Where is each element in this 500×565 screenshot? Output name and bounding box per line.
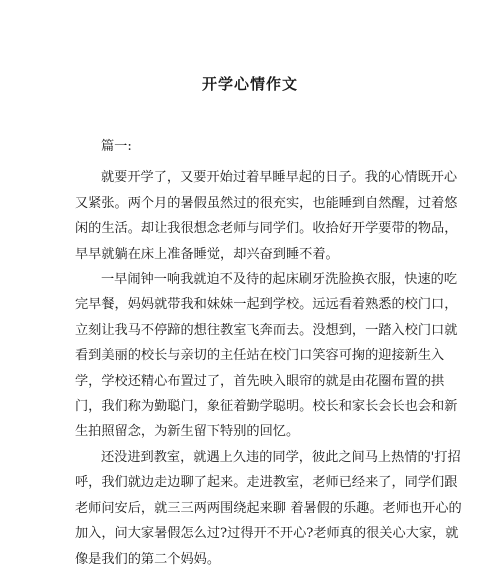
text-line: 完早餐，妈妈就带我和妹妹一起到学校。远远看着熟悉的校门口，: [75, 297, 458, 313]
text-line: 呼，我们就边走边聊了起来。走进教室，老师已经来了，同学们跟: [75, 475, 458, 491]
text-line: 加入，问大家暑假怎么过?过得开不开心?老师真的很关心大家，就: [75, 526, 459, 542]
text-line: 老师问安后，就三三两两围绕起来聊 着暑假的乐趣。老师也开心的: [75, 500, 462, 516]
paragraph-2: [75, 267, 458, 445]
document-title: 开学心情作文: [201, 75, 298, 93]
document-body: [75, 134, 462, 565]
text-line: 还没进到教室，就遇上久违的同学，彼此之间马上热情的'打招: [101, 449, 461, 465]
text-line: 学，学校还精心布置过了，首先映入眼帘的就是由花圈布置的拱: [75, 373, 445, 389]
text-line: 看到美丽的校长与亲切的主任站在校门口笑容可掬的迎接新生入: [75, 348, 445, 364]
text-line: 像是我们的第二个妈妈。: [75, 551, 221, 565]
text-line: 立刻让我马不停蹄的想往教室飞奔而去。没想到，一踏入校门口就: [75, 322, 458, 338]
text-line: 一早闹钟一响我就迫不及待的起床刷牙洗脸换衣服，快速的吃: [101, 272, 458, 288]
text-line: 生拍照留念，为新生留下特别的回忆。: [75, 424, 300, 440]
paragraph-3: [75, 445, 462, 565]
text-line: 早早就躺在床上准备睡觉，却兴奋到睡不着。: [75, 246, 339, 262]
text-line: 闲的生活。却让我很想念老师与同学们。收拾好开学要带的物品，: [75, 221, 458, 237]
paragraph-1: [75, 165, 458, 267]
section-heading: 篇一:: [101, 139, 132, 154]
text-line: 又紧张。两个月的暑假虽然过的很充实，也能睡到自然醒，过着悠: [75, 195, 458, 211]
text-line: 门，我们称为勤聪门，象征着勤学聪明。校长和家长会长也会和新: [75, 399, 458, 415]
text-line: 就要开学了，又要开始过着早睡早起的日子。我的心情既开心: [101, 170, 458, 186]
